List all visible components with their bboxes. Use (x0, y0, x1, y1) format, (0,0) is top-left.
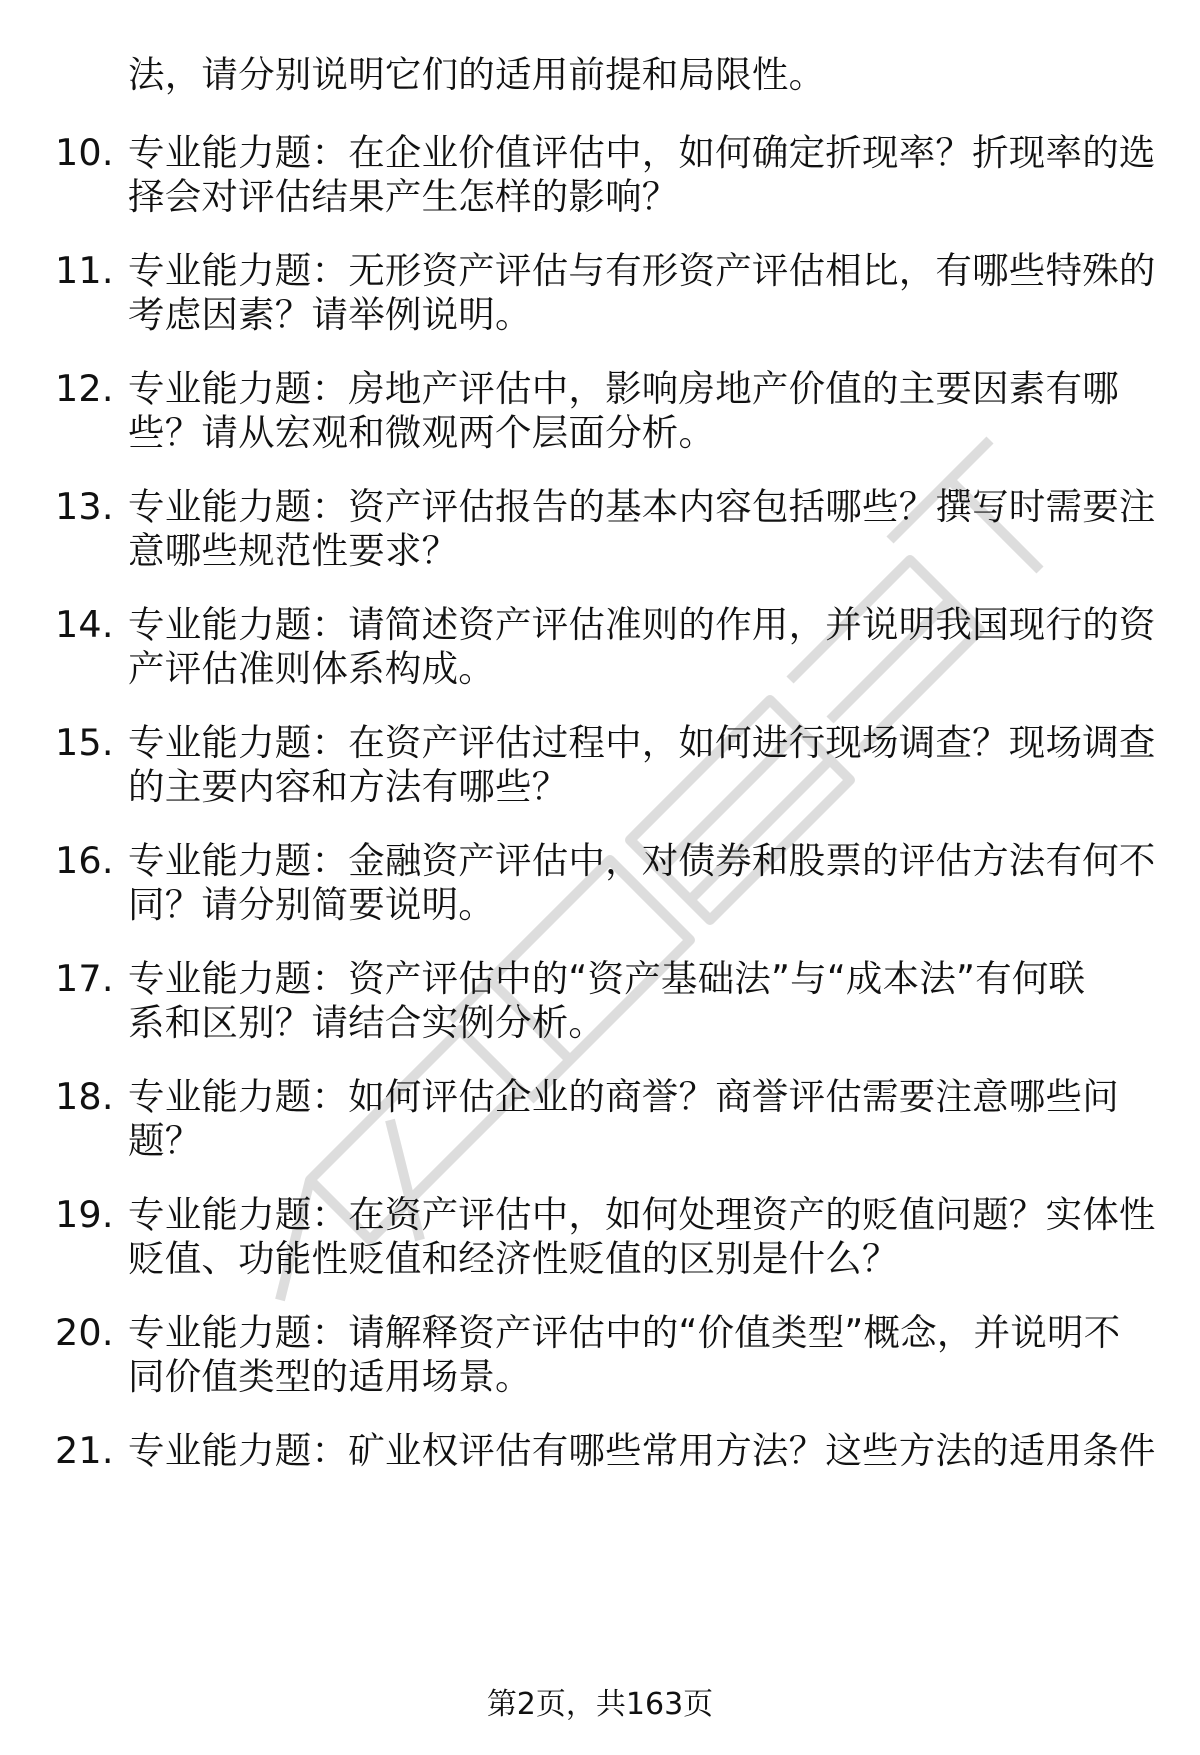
question-number: 14. (55, 603, 114, 646)
question-text-cont: 产评估准则体系构成。 (128, 647, 495, 690)
continuation-line: 法，请分别说明它们的适用前提和局限性。 (128, 53, 826, 96)
question-text-cont: 些？请从宏观和微观两个层面分析。 (128, 411, 716, 454)
question-text: 专业能力题：在企业价值评估中，如何确定折现率？折现率的选 (128, 131, 1156, 174)
question-number: 15. (55, 721, 114, 764)
question-text-cont: 题？ (128, 1119, 202, 1162)
page-footer: 第2页，共163页 (486, 1687, 714, 1722)
question-text-cont: 择会对评估结果产生怎样的影响？ (128, 175, 679, 218)
question-number: 20. (55, 1311, 114, 1354)
question-text-cont: 系和区别？请结合实例分析。 (128, 1001, 606, 1044)
question-text-cont: 考虑因素？请举例说明。 (128, 293, 532, 336)
question-number: 12. (55, 367, 114, 410)
question-text: 专业能力题：如何评估企业的商誉？商誉评估需要注意哪些问 (128, 1075, 1119, 1118)
question-text: 专业能力题：资产评估中的“资产基础法”与“成本法”有何联 (128, 957, 1086, 1000)
question-number: 16. (55, 839, 114, 882)
question-number: 19. (55, 1193, 114, 1236)
question-text: 专业能力题：无形资产评估与有形资产评估相比，有哪些特殊的 (128, 249, 1156, 292)
question-text-cont: 同价值类型的适用场景。 (128, 1355, 532, 1398)
question-text: 专业能力题：资产评估报告的基本内容包括哪些？撰写时需要注 (128, 485, 1156, 528)
question-text-cont: 同？请分别简要说明。 (128, 883, 495, 926)
question-number: 21. (55, 1429, 114, 1472)
question-text-cont: 的主要内容和方法有哪些？ (128, 765, 569, 808)
question-text: 专业能力题：请解释资产评估中的“价值类型”概念，并说明不 (128, 1311, 1121, 1354)
question-text: 专业能力题：请简述资产评估准则的作用，并说明我国现行的资 (128, 603, 1156, 646)
question-text-cont: 意哪些规范性要求？ (128, 529, 459, 572)
question-number: 18. (55, 1075, 114, 1118)
question-number: 17. (55, 957, 114, 1000)
question-text: 专业能力题：在资产评估中，如何处理资产的贬值问题？实体性 (128, 1193, 1156, 1236)
question-text-cont: 贬值、功能性贬值和经济性贬值的区别是什么？ (128, 1237, 899, 1280)
question-text: 专业能力题：金融资产评估中，对债券和股票的评估方法有何不 (128, 839, 1156, 882)
question-text: 专业能力题：矿业权评估有哪些常用方法？这些方法的适用条件 (128, 1429, 1156, 1472)
question-number: 11. (55, 249, 114, 292)
question-number: 13. (55, 485, 114, 528)
question-number: 10. (55, 131, 114, 174)
question-text: 专业能力题：在资产评估过程中，如何进行现场调查？现场调查 (128, 721, 1156, 764)
question-text: 专业能力题：房地产评估中，影响房地产价值的主要因素有哪 (128, 367, 1119, 410)
